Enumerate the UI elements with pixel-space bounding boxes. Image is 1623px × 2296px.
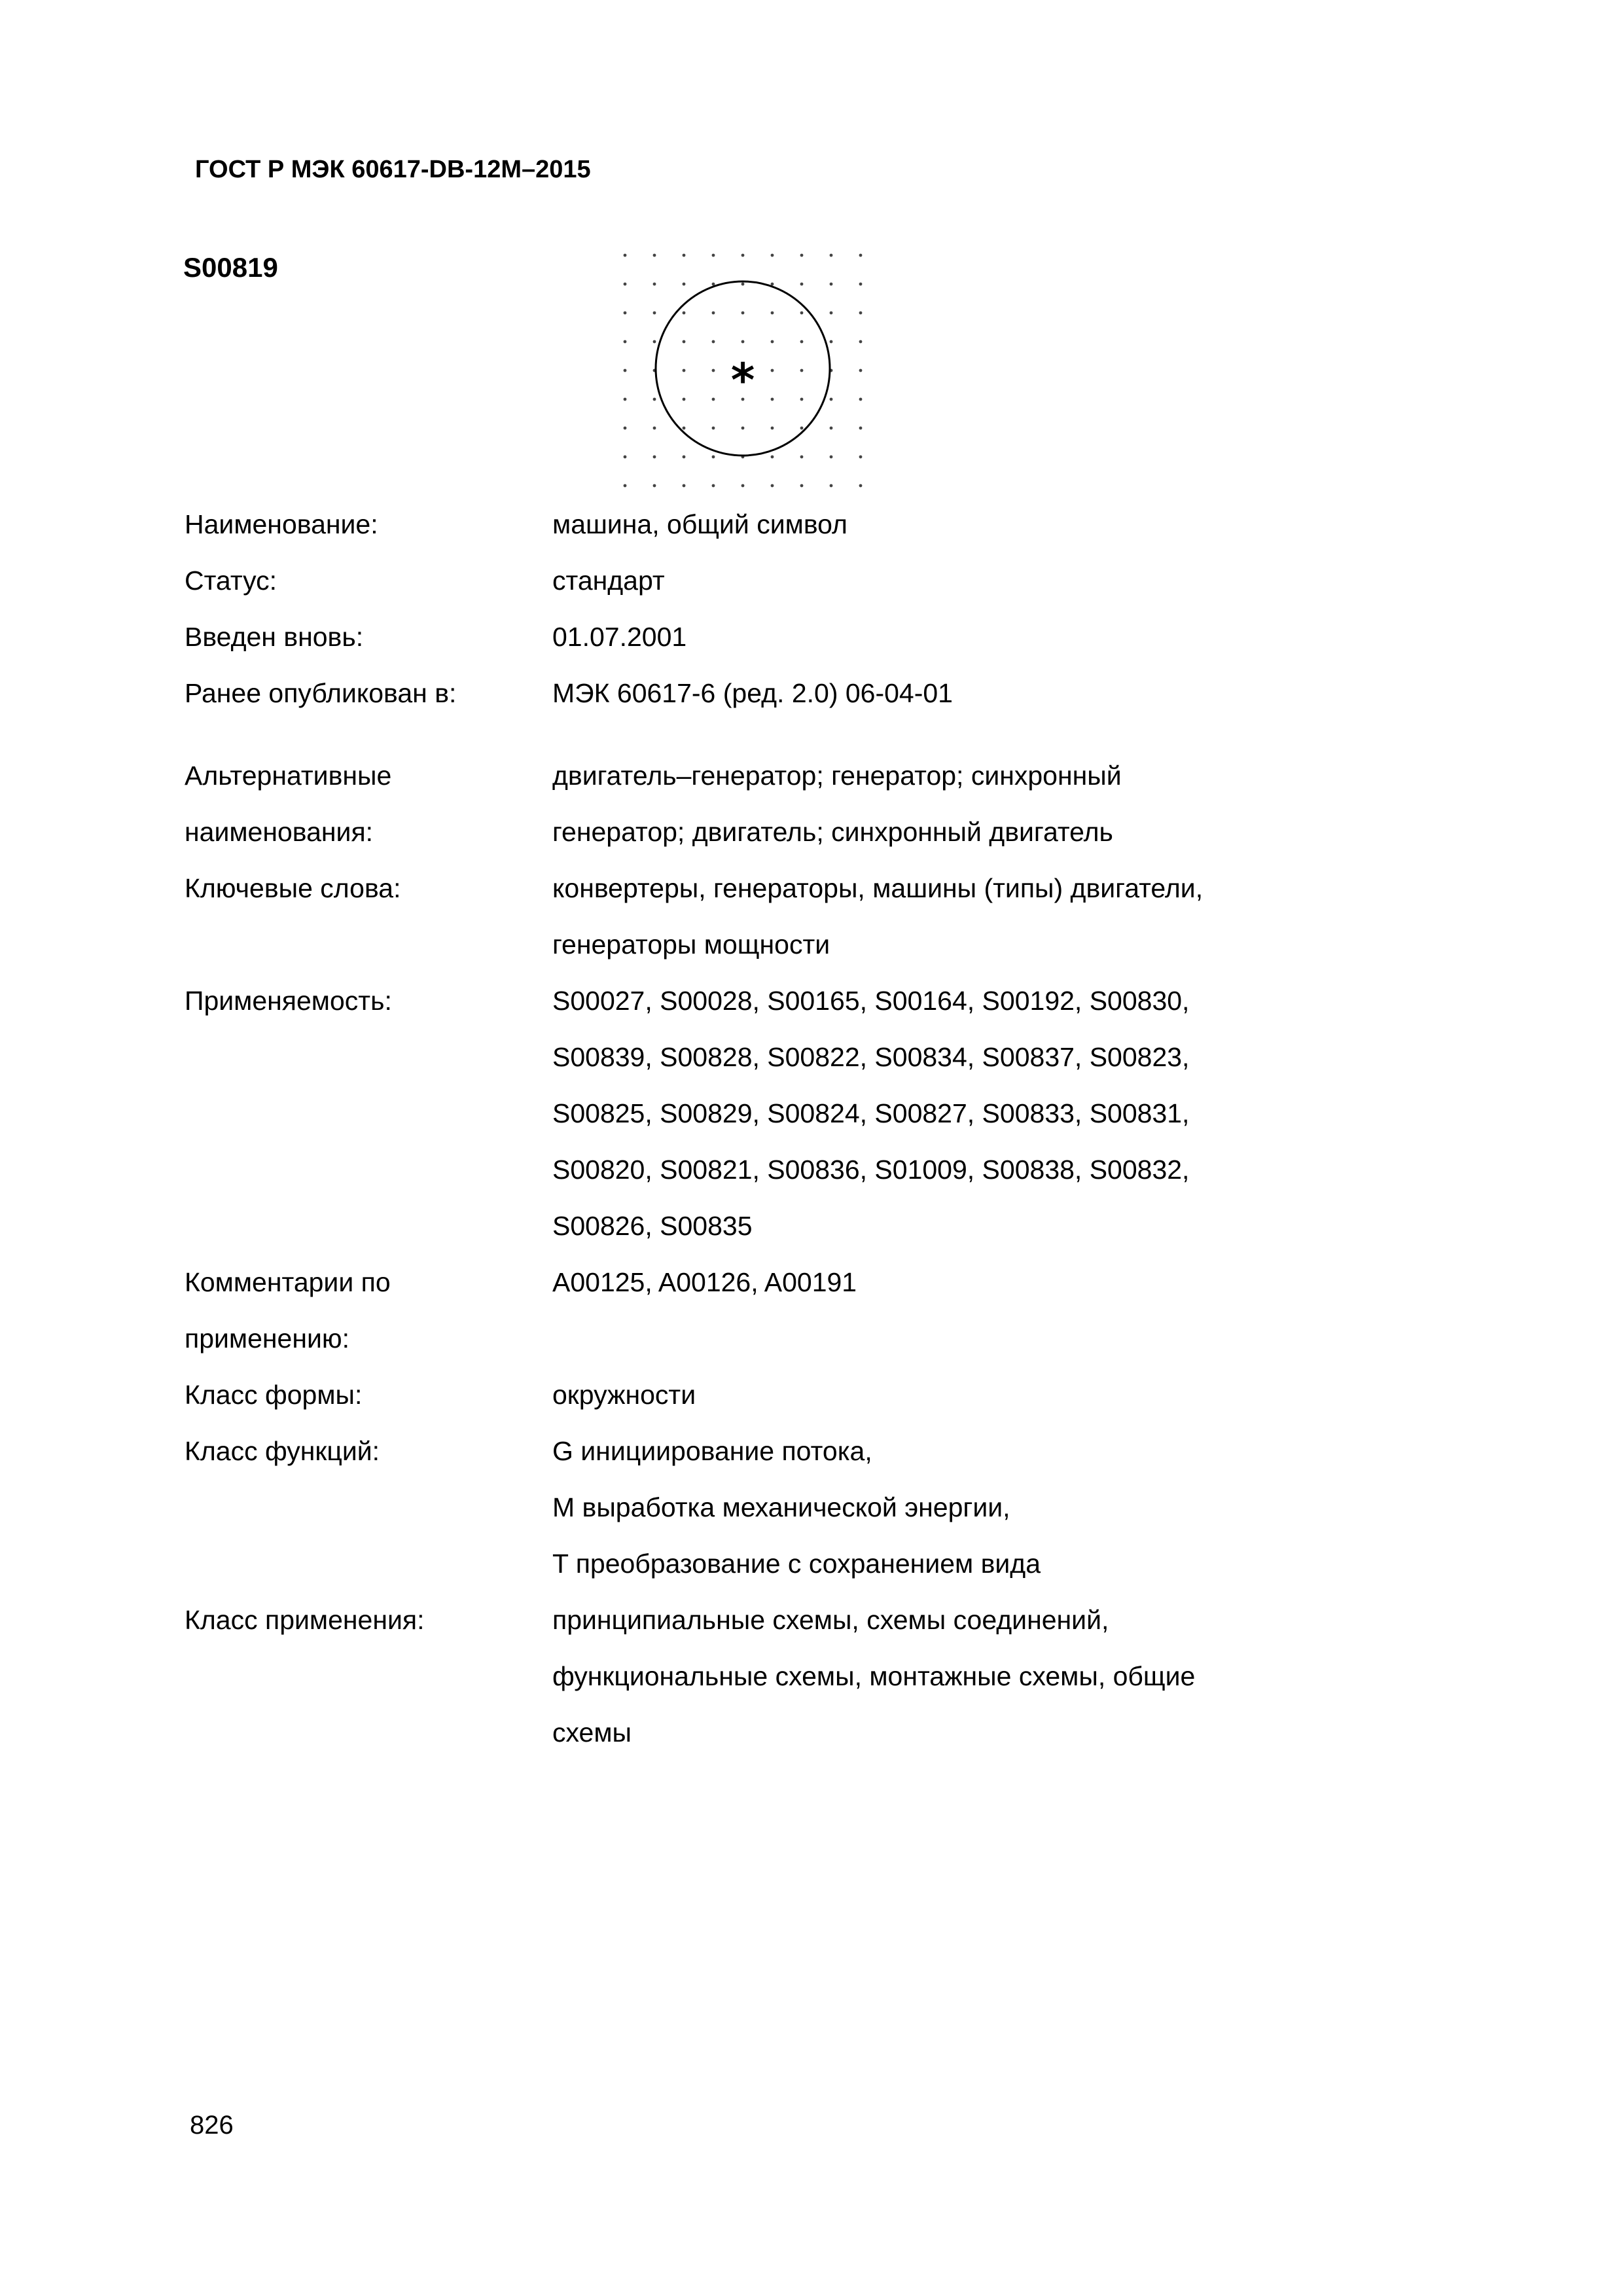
grid-dot <box>800 312 804 315</box>
property-value: МЭК 60617-6 (ред. 2.0) 06-04-01 <box>552 678 953 708</box>
grid-dot <box>653 398 656 401</box>
property-application-notes <box>185 1254 1428 1367</box>
property-function-class <box>185 1423 1428 1592</box>
grid-dot <box>741 484 745 488</box>
grid-dot <box>624 484 627 488</box>
grid-dot <box>624 398 627 401</box>
property-previously-published <box>185 665 1428 721</box>
property-label: Применяемость: <box>185 986 392 1016</box>
grid-dot <box>712 427 715 430</box>
document-header: ГОСТ Р МЭК 60617-DB-12M–2015 <box>195 156 591 183</box>
machine-star: * <box>730 353 755 407</box>
grid-dot <box>800 427 804 430</box>
property-alternative-names <box>185 747 1428 860</box>
property-label: Класс формы: <box>185 1380 363 1410</box>
grid-dot <box>859 427 863 430</box>
property-label: Класс функций: <box>185 1436 380 1466</box>
grid-dot <box>830 254 833 257</box>
grid-dot <box>683 456 686 459</box>
grid-dot <box>712 398 715 401</box>
grid-dot <box>653 340 656 344</box>
grid-dot <box>771 254 774 257</box>
property-name <box>185 496 1428 552</box>
grid-dot <box>683 312 686 315</box>
grid-dot <box>830 283 833 286</box>
grid-dot <box>830 456 833 459</box>
grid-dot <box>683 340 686 344</box>
grid-dot <box>653 484 656 488</box>
grid-dot <box>741 254 745 257</box>
grid-dot <box>712 340 715 344</box>
grid-dot <box>712 254 715 257</box>
property-application-class <box>185 1592 1428 1761</box>
property-value: A00125, A00126, A00191 <box>552 1267 857 1297</box>
grid-dot <box>859 340 863 344</box>
property-applicability <box>185 973 1428 1254</box>
property-label: Комментарии по применению: <box>185 1267 391 1354</box>
grid-dot <box>800 340 804 344</box>
grid-dot <box>800 369 804 372</box>
grid-dot <box>771 340 774 344</box>
property-label: Ключевые слова: <box>185 873 401 903</box>
property-label: Введен вновь: <box>185 622 364 652</box>
grid-dot <box>741 427 745 430</box>
grid-dot <box>712 369 715 372</box>
grid-dot <box>683 427 686 430</box>
property-label: Статус: <box>185 565 277 596</box>
grid-dot <box>771 398 774 401</box>
grid-dot <box>653 312 656 315</box>
property-value: принципиальные схемы, схемы соединений, функциональные схемы, монтажные схемы, общие схемы <box>552 1605 1196 1748</box>
grid-dot <box>800 398 804 401</box>
grid-dot <box>683 398 686 401</box>
property-label: Ранее опубликован в: <box>185 678 457 708</box>
grid-dot <box>741 283 745 286</box>
property-label: Альтернативные наименования: <box>185 761 392 847</box>
grid-dot <box>741 340 745 344</box>
property-value: 01.07.2001 <box>552 622 687 652</box>
grid-dot <box>859 312 863 315</box>
grid-dot <box>712 312 715 315</box>
grid-dot <box>683 484 686 488</box>
property-value: окружности <box>552 1380 696 1410</box>
property-value: стандарт <box>552 565 665 596</box>
grid-dot <box>771 456 774 459</box>
grid-dot <box>859 456 863 459</box>
grid-dot <box>830 398 833 401</box>
grid-dot <box>624 427 627 430</box>
grid-dot <box>624 340 627 344</box>
grid-dot <box>859 484 863 488</box>
grid-dot <box>859 283 863 286</box>
grid-dot <box>830 340 833 344</box>
grid-dot <box>624 456 627 459</box>
grid-dot <box>771 427 774 430</box>
grid-dot <box>859 254 863 257</box>
grid-dot <box>771 484 774 488</box>
property-value: S00027, S00028, S00165, S00164, S00192, S00830, S00839, S00828, S00822, S00834, S00837, S00823, S00825, S00829, S00824, S00827, S00833, S00831, S00820, S00821, S00836, S01009, S00838, S00832, S00826, S00835 <box>552 986 1190 1241</box>
grid-dot <box>771 369 774 372</box>
grid-dot <box>624 312 627 315</box>
property-value: двигатель–генератор; генератор; синхронный генератор; двигатель; синхронный двигатель <box>552 761 1122 847</box>
grid-dot <box>683 283 686 286</box>
grid-dot <box>712 484 715 488</box>
property-table <box>185 496 1428 1761</box>
grid-dot <box>653 254 656 257</box>
grid-dot <box>653 456 656 459</box>
property-keywords <box>185 860 1428 973</box>
grid-dot <box>800 254 804 257</box>
grid-dot <box>830 427 833 430</box>
grid-dot <box>624 254 627 257</box>
grid-dot <box>741 312 745 315</box>
grid-dot <box>683 254 686 257</box>
grid-dot <box>683 369 686 372</box>
machine-general-symbol-icon <box>622 252 870 494</box>
grid-dot <box>800 283 804 286</box>
property-label: Наименование: <box>185 509 378 539</box>
grid-dot <box>653 427 656 430</box>
grid-dot <box>624 283 627 286</box>
grid-dot <box>653 283 656 286</box>
property-status <box>185 552 1428 609</box>
page-number: 826 <box>190 2111 234 2140</box>
property-label: Класс применения: <box>185 1605 425 1635</box>
property-value: G инициирование потока, M выработка механической энергии, T преобразование с сохранением вида <box>552 1436 1041 1579</box>
grid-dot <box>800 456 804 459</box>
grid-dot <box>712 456 715 459</box>
property-value: машина, общий символ <box>552 509 847 539</box>
property-value: конвертеры, генераторы, машины (типы) двигатели, генераторы мощности <box>552 873 1204 960</box>
grid-dot <box>830 312 833 315</box>
grid-dot <box>624 369 627 372</box>
grid-dot <box>771 312 774 315</box>
property-shape-class <box>185 1367 1428 1423</box>
symbol-code: S00819 <box>183 252 278 283</box>
grid-dot <box>830 484 833 488</box>
grid-dot <box>859 398 863 401</box>
grid-dot <box>859 369 863 372</box>
property-introduced <box>185 609 1428 665</box>
grid-dot <box>800 484 804 488</box>
